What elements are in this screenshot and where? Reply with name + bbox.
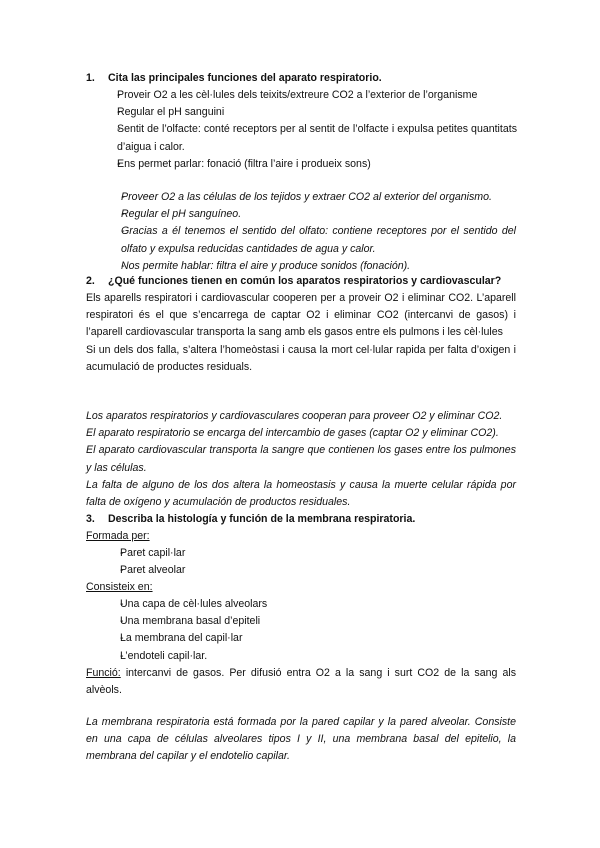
list-item: - Proveer O2 a las células de los tejidos y extraer CO2 al exterior del organismo. <box>104 189 516 206</box>
question-1-heading <box>86 70 528 87</box>
list-item: - Una membrana basal d’epiteli <box>103 613 503 630</box>
funcio-paragraph <box>86 665 516 699</box>
question-1-number: 1. <box>86 72 95 84</box>
formada-label: Formada per: <box>86 530 150 542</box>
question-3-number: 3. <box>86 513 95 525</box>
q2-catalan-paragraph-2: Si un dels dos falla, s’altera l’homeòstasi i causa la mort cel·lular rapida per falta d’oxigen i acumulació de productes residuals. <box>86 343 516 373</box>
question-2-title: ¿Qué funciones tienen en común los aparatos respiratorios y cardiovascular? <box>108 275 502 287</box>
consisteix-list <box>103 596 503 665</box>
list-item: - Regular el pH sanguíneo. <box>104 206 516 223</box>
q2-spanish-paragraph-1: Los aparatos respiratorios y cardiovasculares cooperan para proveer O2 y eliminar CO2. <box>86 410 503 422</box>
list-item: - Regular el pH sanguini <box>100 104 520 121</box>
funcio-label: Funció: <box>86 667 121 679</box>
q2-spanish-paragraph-4: La falta de alguno de los dos altera la homeostasis y causa la muerte celular rápida por falta de oxígeno y acumulación de productos residuales. <box>86 478 516 509</box>
q3-spanish-answer: La membrana respiratoria está formada por la pared capilar y la pared alveolar. Consiste en una capa de células alveolares tipos I y II, una membrana basal del epitelio, la membrana del capilar y el endotelio capilar. <box>86 716 516 763</box>
list-item: - Gracias a él tenemos el sentido del olfato: contiene receptores por el sentido del olfato y expulsa reducidas cantidades de agua y calor. <box>104 223 516 257</box>
formada-list <box>103 545 503 579</box>
list-item: - L’endoteli capil·lar. <box>103 648 503 665</box>
list-item: - Sentit de l’olfacte: conté receptors per al sentit de l’olfacte i expulsa petites quantitats d’aigua i calor. <box>100 121 517 155</box>
question-2-number: 2. <box>86 275 95 287</box>
q2-spanish-paragraph-3: El aparato cardiovascular transporta la sangre que contienen los gases entre los pulmones y las células. <box>86 444 516 474</box>
q1-spanish-list <box>104 189 516 275</box>
q1-catalan-list <box>100 87 520 173</box>
question-3-heading <box>86 511 528 528</box>
list-item: - Proveir O2 a les cèl·lules dels teixits/extreure CO2 a l’exterior de l’organisme <box>100 87 520 104</box>
funcio-text: intercanvi de gasos. Per difusió entra O2 a la sang i surt CO2 de la sang als alvèols. <box>86 667 516 697</box>
question-1-title: Cita las principales funciones del aparato respiratorio. <box>108 72 382 84</box>
q2-spanish-paragraph-2: El aparato respiratorio se encarga del intercambio de gases (captar O2 y eliminar CO2). <box>86 427 499 440</box>
q2-catalan-answer <box>86 290 516 376</box>
list-item: - Ens permet parlar: fonació (filtra l’aire i produeix sons) <box>100 156 520 173</box>
list-item: - Paret capil·lar <box>103 545 503 562</box>
list-item: - Nos permite hablar: filtra el aire y produce sonidos (fonación). <box>104 258 516 275</box>
q2-spanish-answer <box>86 408 516 511</box>
question-3-title: Describa la histología y función de la membrana respiratoria. <box>108 513 416 525</box>
q2-catalan-paragraph-1: Els aparells respiratori i cardiovascular cooperen per a proveir O2 i eliminar CO2. L’aparell respiratori és el que s’encarrega de captar O2 i eliminar CO2 (intercanvi de gasos) i l’aparell cardiovascular transporta la sang amb els gasos entre els pulmons i les cèl·lules <box>86 292 516 339</box>
list-item: - Una capa de cèl·lules alveolars <box>103 596 503 613</box>
list-item: - Paret alveolar <box>103 562 503 579</box>
list-item: - La membrana del capil·lar <box>103 630 503 647</box>
consisteix-label: Consisteix en: <box>86 581 153 593</box>
question-2-heading <box>86 273 528 290</box>
